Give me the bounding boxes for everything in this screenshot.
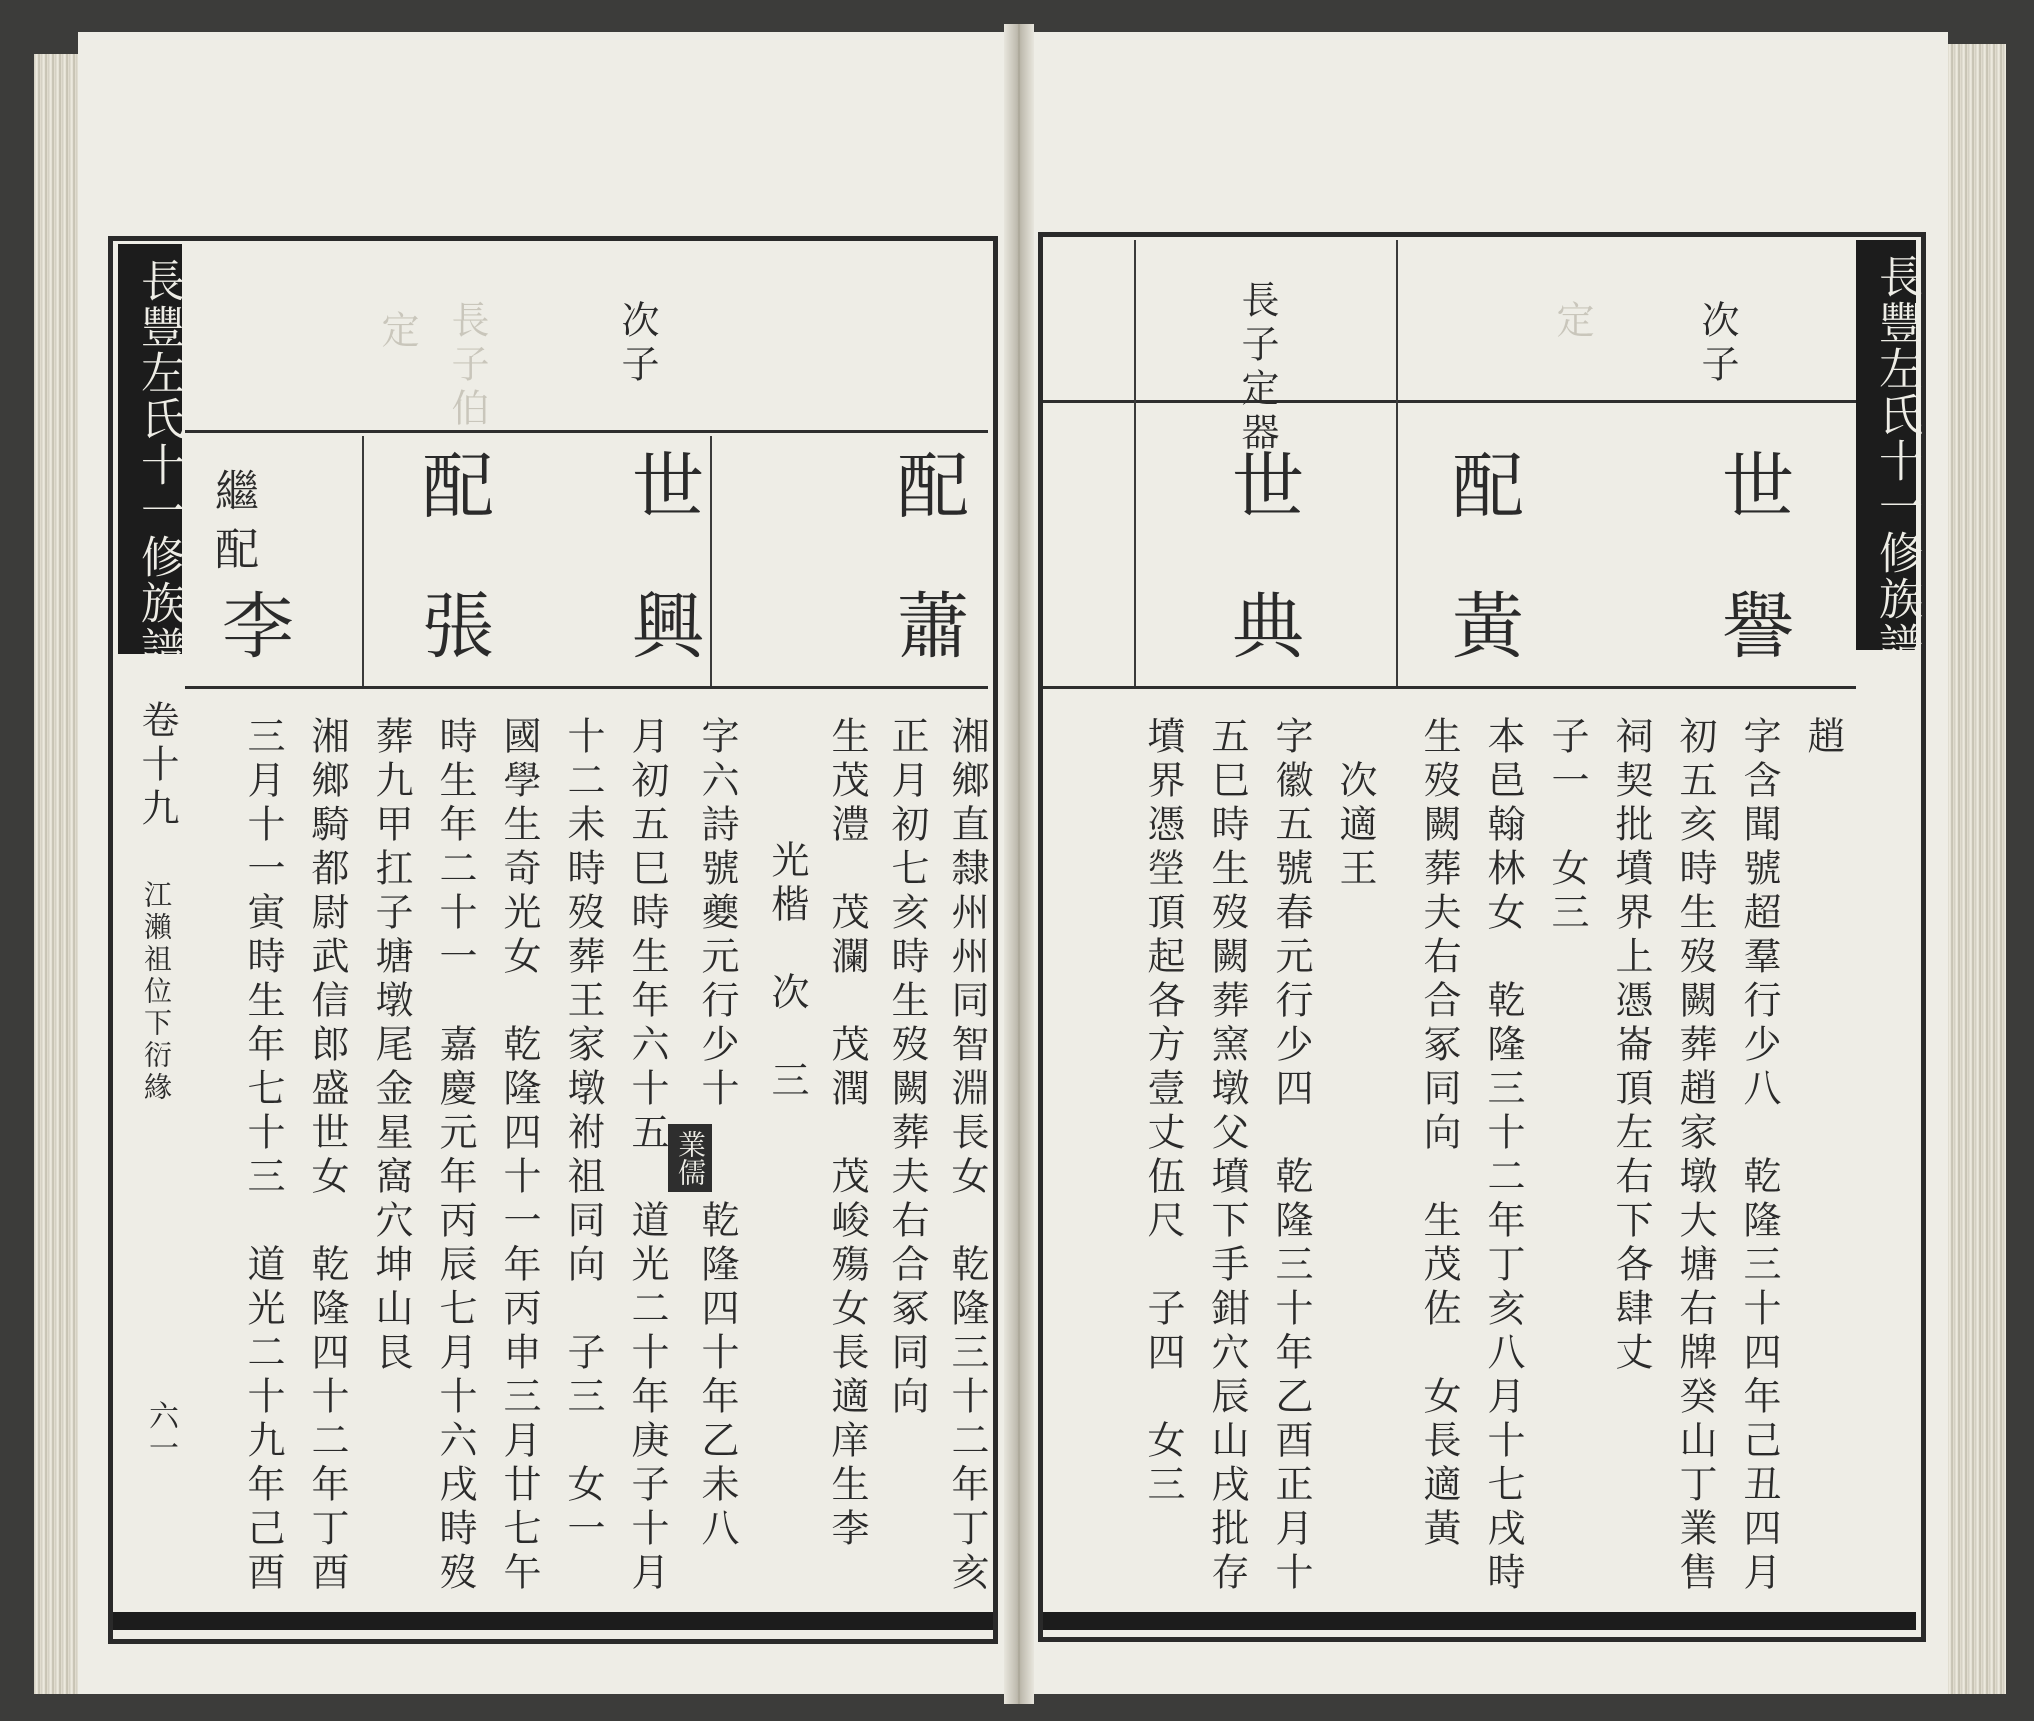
right-col-4: 本邑翰林女 乾隆三十二年丁亥八月十七戌時 — [1481, 716, 1525, 1596]
right-col-10: 趙 — [1801, 716, 1845, 760]
left-header-0: 次子 — [615, 300, 659, 388]
left-col-5: 業儒 — [668, 1124, 712, 1192]
left-name-1-upper: 世 — [620, 448, 704, 554]
left-col-4: 字六詩號夔元行少十 — [695, 716, 739, 1112]
left-col-10: 時生年二十一 嘉慶元年丙辰七月十六戌時歿 — [433, 716, 477, 1596]
right-col-9: 次適王 — [1333, 760, 1377, 892]
right-spine-title: 長豐左氏十一修族譜 — [1871, 254, 1922, 668]
left-name-2-upper: 配 — [410, 448, 494, 554]
left-col-11: 葬九甲扛子塘墩尾金星窩穴坤山艮 — [369, 716, 413, 1376]
left-header-2: 定 — [375, 310, 419, 354]
right-header-2: 定 — [1550, 300, 1594, 344]
right-col-7: 五巳時生歿闕葬窯墩父墳下手鉗穴辰山戌批存 — [1205, 716, 1249, 1596]
right-header-1: 長子定器 — [1235, 280, 1279, 456]
right-col-1: 初五亥時生歿闕葬趙家墩大塘右牌癸山丁業售 — [1673, 716, 1717, 1596]
left-spine-block — [118, 244, 184, 672]
right-col-6: 字徽五號春元行少四 乾隆三十年乙酉正月十 — [1269, 716, 1313, 1596]
right-bottom-band — [1043, 1612, 1916, 1630]
right-col-3: 子一 女三 — [1545, 716, 1589, 936]
left-bottom-band — [113, 1612, 993, 1630]
left-branch: 江瀨祖位下衍緣 — [140, 880, 173, 1104]
right-col-5: 生歿闕葬夫右合冢同向 生茂佐 女長適黃 — [1417, 716, 1461, 1552]
left-name-0-upper: 配 — [885, 448, 969, 554]
left-col-2: 生茂澧 茂瀾 茂潤 茂峻殤女長適庠生李 — [825, 716, 869, 1552]
left-name-1-lower: 興 — [620, 588, 704, 694]
left-page-number: 六一 — [143, 1400, 178, 1464]
right-name-1-upper: 配 — [1440, 448, 1524, 554]
right-divider-2 — [1134, 240, 1136, 686]
right-spine-block — [1856, 240, 1922, 668]
right-name-1-lower: 黃 — [1440, 588, 1524, 694]
right-header-0: 次子 — [1695, 300, 1739, 388]
left-name-0-lower: 蕭 — [885, 588, 969, 694]
right-name-0-upper: 世 — [1710, 448, 1794, 554]
right-col-8: 墳界憑塋頂起各方壹丈伍尺 子四 女三 — [1141, 716, 1185, 1508]
left-col-9: 國學生奇光女 乾隆四十一年丙申三月廿七午 — [497, 716, 541, 1596]
left-name-rule — [185, 686, 988, 689]
right-name-2-upper: 世 — [1220, 448, 1304, 554]
left-col-12: 湘鄉騎都尉武信郎盛世女 乾隆四十二年丁酉 — [305, 716, 349, 1596]
right-col-0: 字含聞號超羣行少八 乾隆三十四年己丑四月 — [1737, 716, 1781, 1596]
left-col-8: 十二未時歿葬王家墩祔祖同向 子三 女一 — [561, 716, 605, 1552]
left-name-2-lower: 張 — [410, 588, 494, 694]
left-col-13: 三月十一寅時生年七十三 道光二十九年己酉 — [241, 716, 285, 1596]
right-name-2-lower: 典 — [1220, 588, 1304, 694]
right-col-2: 祠契批墳界上憑崙頂左右下各肆丈 — [1609, 716, 1653, 1376]
left-col-3: 光楷 次 三 — [765, 840, 809, 1104]
left-col-1: 正月初七亥時生歿闕葬夫右合冢同向 — [885, 716, 929, 1420]
left-divider-2 — [362, 436, 364, 686]
right-divider-1 — [1396, 240, 1398, 686]
left-col-7: 月初五巳時生年六十五 道光二十年庚子十月 — [625, 716, 669, 1596]
left-spine-title: 長豐左氏十一修族譜 — [133, 258, 184, 672]
left-col-0: 湘鄉直隸州州同智淵長女 乾隆三十二年丁亥 — [945, 716, 989, 1596]
book-gutter — [1004, 24, 1034, 1704]
left-header-1: 長子伯 — [445, 300, 489, 432]
left-col-6: 乾隆四十年乙未八 — [695, 1200, 739, 1552]
right-header-rule — [1043, 400, 1856, 403]
right-name-0-lower: 譽 — [1710, 588, 1794, 694]
left-fascicle: 卷十九 — [135, 700, 179, 832]
left-header-rule — [185, 430, 988, 433]
left-name-3-upper: 繼配 — [207, 468, 258, 584]
left-name-3-lower: 李 — [210, 588, 294, 694]
